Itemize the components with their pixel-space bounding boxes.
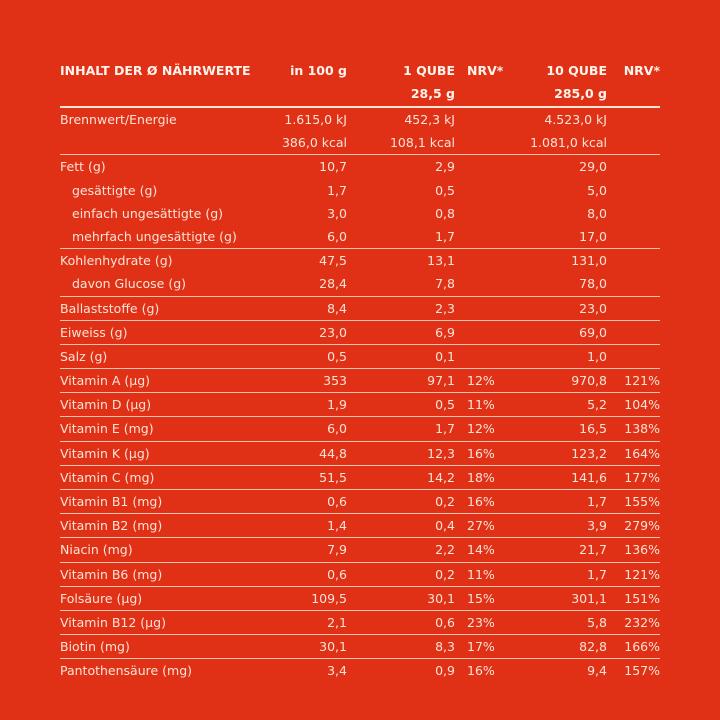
value-1qube: 6,9 — [435, 324, 455, 340]
row-label: Pantothensäure (mg) — [60, 663, 193, 679]
value-1qube: 30,1 — [427, 590, 455, 606]
row-label: Salz (g) — [60, 348, 108, 364]
value-1qube: 97,1 — [427, 373, 455, 389]
value-10qube: 69,0 — [579, 324, 607, 340]
value-10qube: 23,0 — [579, 300, 607, 316]
value-100g: 0,6 — [327, 566, 347, 582]
value-100g: 1,7 — [327, 182, 347, 198]
table-row — [60, 344, 660, 368]
value-10qube: 21,7 — [579, 542, 607, 558]
value-10qube: 16,5 — [579, 421, 607, 437]
row-label: gesättigte (g) — [72, 182, 158, 198]
table-row — [60, 610, 660, 634]
nrv-1qube: 15% — [467, 590, 495, 606]
table-row — [60, 320, 660, 344]
value-10qube: 123,2 — [571, 445, 607, 461]
row-label: Eiweiss (g) — [60, 324, 128, 340]
nrv-1qube: 14% — [467, 542, 495, 558]
table-row — [60, 489, 660, 513]
value-1qube: 452,3 kJ — [404, 112, 455, 127]
value-100g: 0,5 — [327, 348, 347, 364]
table-row — [60, 634, 660, 658]
value-1qube: 14,2 — [427, 469, 455, 485]
row-label: Brennwert/Energie — [60, 112, 177, 127]
value-100g: 1,9 — [327, 397, 347, 413]
table-header — [60, 60, 660, 106]
value-1qube: 12,3 — [427, 445, 455, 461]
table-row — [60, 416, 660, 440]
col-header-10qube-weight: 285,0 g — [554, 86, 607, 101]
value-10qube: 1,7 — [587, 494, 607, 509]
col-header-1qube-weight: 28,5 g — [410, 86, 455, 101]
nrv-10qube: 138% — [624, 421, 660, 437]
row-label: Niacin (mg) — [60, 542, 133, 558]
table-row — [60, 272, 660, 295]
nrv-10qube: 121% — [624, 373, 660, 389]
value-100g: 3,4 — [327, 663, 347, 679]
nrv-10qube: 155% — [624, 494, 660, 509]
nrv-1qube: 17% — [467, 639, 495, 655]
value-100g: 1,4 — [327, 518, 347, 534]
value-10qube: 4.523,0 kJ — [544, 112, 607, 127]
value-100g: 3,0 — [327, 205, 347, 221]
table-row — [60, 513, 660, 537]
value-1qube: 108,1 kcal — [389, 135, 455, 151]
table-row — [60, 202, 660, 225]
value-10qube: 9,4 — [587, 663, 607, 679]
value-1qube: 1,7 — [435, 421, 455, 437]
col-header-100g: in 100 g — [290, 63, 347, 78]
nutrition-table — [60, 60, 660, 683]
value-10qube: 78,0 — [579, 276, 607, 292]
value-10qube: 1,7 — [587, 566, 607, 582]
value-1qube: 0,4 — [435, 518, 455, 534]
row-label: Vitamin B12 (µg) — [60, 614, 166, 630]
value-100g: 47,5 — [319, 253, 347, 269]
value-10qube: 5,8 — [587, 614, 607, 630]
value-100g: 1.615,0 kJ — [284, 112, 347, 127]
value-100g: 8,4 — [327, 300, 347, 316]
value-10qube: 29,0 — [579, 159, 607, 175]
table-row — [60, 537, 660, 561]
nrv-10qube: 136% — [624, 542, 660, 558]
table-row — [60, 465, 660, 489]
row-label: Vitamin B1 (mg) — [60, 494, 163, 509]
value-100g: 353 — [323, 373, 347, 389]
value-100g: 386,0 kcal — [281, 135, 347, 151]
value-1qube: 0,9 — [435, 663, 455, 679]
value-10qube: 1,0 — [587, 348, 607, 364]
value-100g: 30,1 — [319, 639, 347, 655]
value-100g: 28,4 — [319, 276, 347, 292]
value-10qube: 3,9 — [587, 518, 607, 534]
table-row — [60, 179, 660, 202]
value-1qube: 0,6 — [435, 614, 455, 630]
value-1qube: 0,2 — [435, 566, 455, 582]
table-row — [60, 368, 660, 392]
table-row — [60, 225, 660, 248]
value-1qube: 0,5 — [435, 182, 455, 198]
col-header-nrv-1: NRV* — [467, 63, 504, 78]
col-header-10qube: 10 QUBE — [546, 63, 607, 78]
nrv-1qube: 16% — [467, 494, 495, 509]
row-label: Vitamin K (µg) — [60, 445, 150, 461]
row-label: einfach ungesättigte (g) — [72, 205, 224, 221]
value-10qube: 1.081,0 kcal — [530, 135, 607, 151]
nrv-10qube: 157% — [624, 663, 660, 679]
value-1qube: 0,2 — [435, 494, 455, 509]
value-1qube: 0,1 — [435, 348, 455, 364]
value-100g: 44,8 — [319, 445, 347, 461]
table-row — [60, 131, 660, 154]
row-label: Vitamin D (µg) — [60, 397, 152, 413]
value-100g: 7,9 — [327, 542, 347, 558]
table-body — [60, 108, 660, 683]
nrv-1qube: 16% — [467, 663, 495, 679]
value-10qube: 8,0 — [587, 205, 607, 221]
col-header-nrv-10: NRV* — [623, 63, 660, 78]
table-row — [60, 562, 660, 586]
table-row — [60, 392, 660, 416]
row-label: Vitamin B2 (mg) — [60, 518, 163, 534]
table-row — [60, 441, 660, 465]
value-100g: 51,5 — [319, 469, 347, 485]
row-label: mehrfach ungesättigte (g) — [72, 228, 237, 244]
col-header-1qube: 1 QUBE — [403, 63, 455, 78]
row-label: Vitamin C (mg) — [60, 469, 155, 485]
value-1qube: 1,7 — [435, 228, 455, 244]
value-10qube: 17,0 — [579, 228, 607, 244]
value-100g: 23,0 — [319, 324, 347, 340]
nrv-10qube: 164% — [624, 445, 660, 461]
table-title: INHALT DER Ø NÄHRWERTE — [60, 63, 251, 78]
table-row — [60, 586, 660, 610]
nrv-1qube: 27% — [467, 518, 495, 534]
table-row — [60, 154, 660, 178]
nrv-1qube: 16% — [467, 445, 495, 461]
value-100g: 10,7 — [319, 159, 347, 175]
row-label: Folsäure (µg) — [60, 590, 143, 606]
value-1qube: 2,2 — [435, 542, 455, 558]
value-1qube: 7,8 — [435, 276, 455, 292]
value-1qube: 8,3 — [435, 639, 455, 655]
row-label: Vitamin B6 (mg) — [60, 566, 163, 582]
value-10qube: 5,2 — [587, 397, 607, 413]
nrv-10qube: 232% — [624, 614, 660, 630]
nrv-1qube: 18% — [467, 469, 495, 485]
row-label: Vitamin E (mg) — [60, 421, 154, 437]
value-10qube: 301,1 — [571, 590, 607, 606]
nrv-10qube: 166% — [624, 639, 660, 655]
row-label: Biotin (mg) — [60, 639, 130, 655]
value-100g: 6,0 — [327, 228, 347, 244]
table-row — [60, 296, 660, 320]
table-row — [60, 108, 660, 131]
value-1qube: 0,8 — [435, 205, 455, 221]
table-row — [60, 248, 660, 272]
value-1qube: 0,5 — [435, 397, 455, 413]
nrv-10qube: 121% — [624, 566, 660, 582]
value-100g: 2,1 — [327, 614, 347, 630]
value-100g: 6,0 — [327, 421, 347, 437]
nrv-1qube: 11% — [467, 397, 495, 413]
row-label: Vitamin A (µg) — [60, 373, 151, 389]
value-10qube: 82,8 — [579, 639, 607, 655]
nrv-10qube: 177% — [624, 469, 660, 485]
nrv-1qube: 12% — [467, 421, 495, 437]
value-100g: 109,5 — [311, 590, 347, 606]
nrv-10qube: 279% — [624, 518, 660, 534]
value-10qube: 141,6 — [571, 469, 607, 485]
nrv-10qube: 151% — [624, 590, 660, 606]
nrv-1qube: 23% — [467, 614, 495, 630]
value-100g: 0,6 — [327, 494, 347, 509]
nrv-1qube: 11% — [467, 566, 495, 582]
nrv-10qube: 104% — [624, 397, 660, 413]
row-label: Kohlenhydrate (g) — [60, 253, 173, 269]
value-10qube: 970,8 — [571, 373, 607, 389]
value-1qube: 2,3 — [435, 300, 455, 316]
value-10qube: 131,0 — [571, 253, 607, 269]
row-label: Ballaststoffe (g) — [60, 300, 160, 316]
row-label: davon Glucose (g) — [72, 276, 187, 292]
nrv-1qube: 12% — [467, 373, 495, 389]
row-label: Fett (g) — [60, 159, 106, 175]
table-row — [60, 658, 660, 682]
value-1qube: 13,1 — [427, 253, 455, 269]
value-1qube: 2,9 — [435, 159, 455, 175]
value-10qube: 5,0 — [587, 182, 607, 198]
